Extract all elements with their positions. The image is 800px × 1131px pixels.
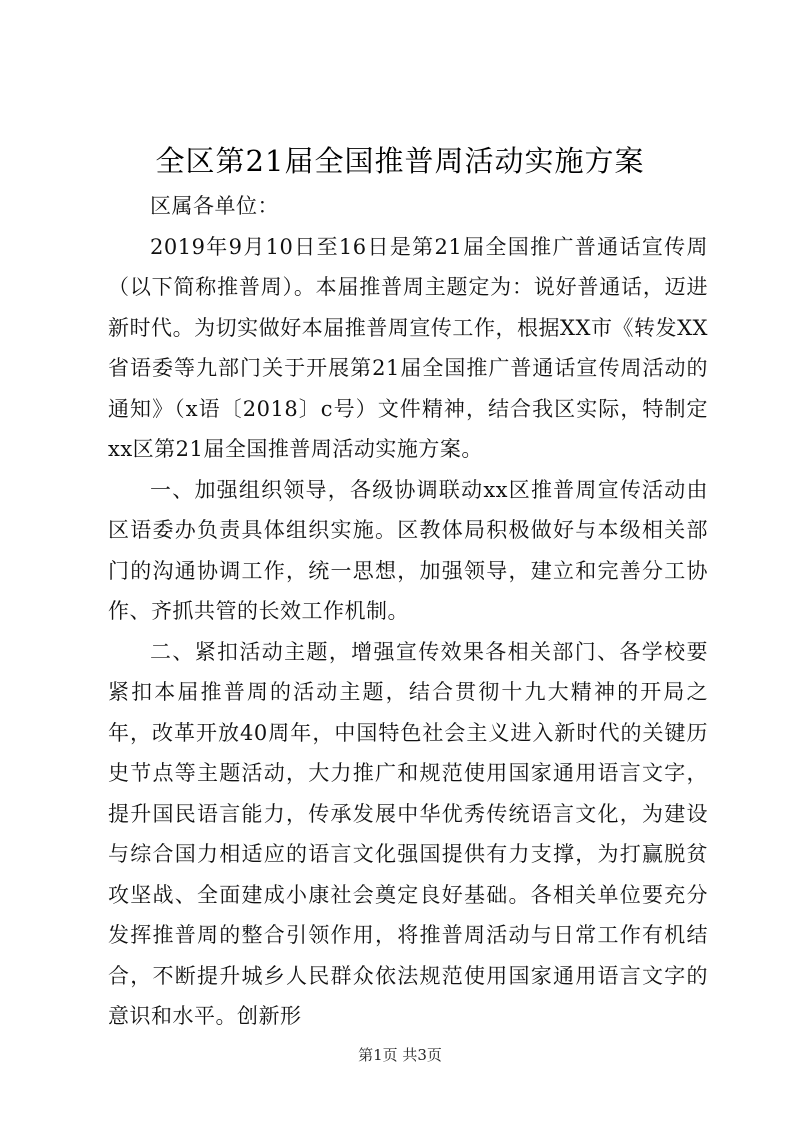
paragraph-section-2: 二、紧扣活动主题，增强宣传效果各相关部门、各学校要紧扣本届推普周的活动主题，结合贯彻十九大精神的开局之年，改革开放40周年，中国特色社会主义进入新时代的关键历史节点等主题活动，大力推广和规范使用国家通用语言文字，提升国民语言能力，传承发展中华优秀传统语言文化，为建设与综合国力相适应的语言文化强国提供有力支撑，为打赢脱贫攻坚战、全面建成小康社会奠定良好基础。各相关单位要充分发挥推普周的整合引领作用，将推普周活动与日常工作有机结合，不断提升城乡人民群众依法规范使用国家通用语言文字的意识和水平。创新形	[108, 639, 708, 1028]
paragraph-intro: 2019年9月10日至16日是第21届全国推广普通话宣传周（以下简称推普周）。本届推普周主题定为：说好普通话，迈进新时代。为切实做好本届推普周宣传工作，根据XX市《转发XX省语委等九部门关于开展第21届全国推广普通话宣传周活动的通知》（x语〔2018〕c号）文件精神，结合我区实际，特制定xx区第21届全国推普周活动实施方案。	[108, 234, 708, 461]
document-title: 全区第21届全国推普周活动实施方案	[155, 144, 645, 178]
page-footer	[0, 1044, 800, 1066]
salutation: 区属各单位：	[150, 194, 279, 218]
page-number-indicator: 第1页 共3页	[358, 1046, 442, 1064]
paragraph-section-1: 一、加强组织领导，各级协调联动xx区推普周宣传活动由区语委办负责具体组织实施。区教体局积极做好与本级相关部门的沟通协调工作，统一思想，加强领导，建立和完善分工协作、齐抓共管的长效工作机制。	[108, 477, 708, 623]
document-body	[108, 186, 708, 1037]
